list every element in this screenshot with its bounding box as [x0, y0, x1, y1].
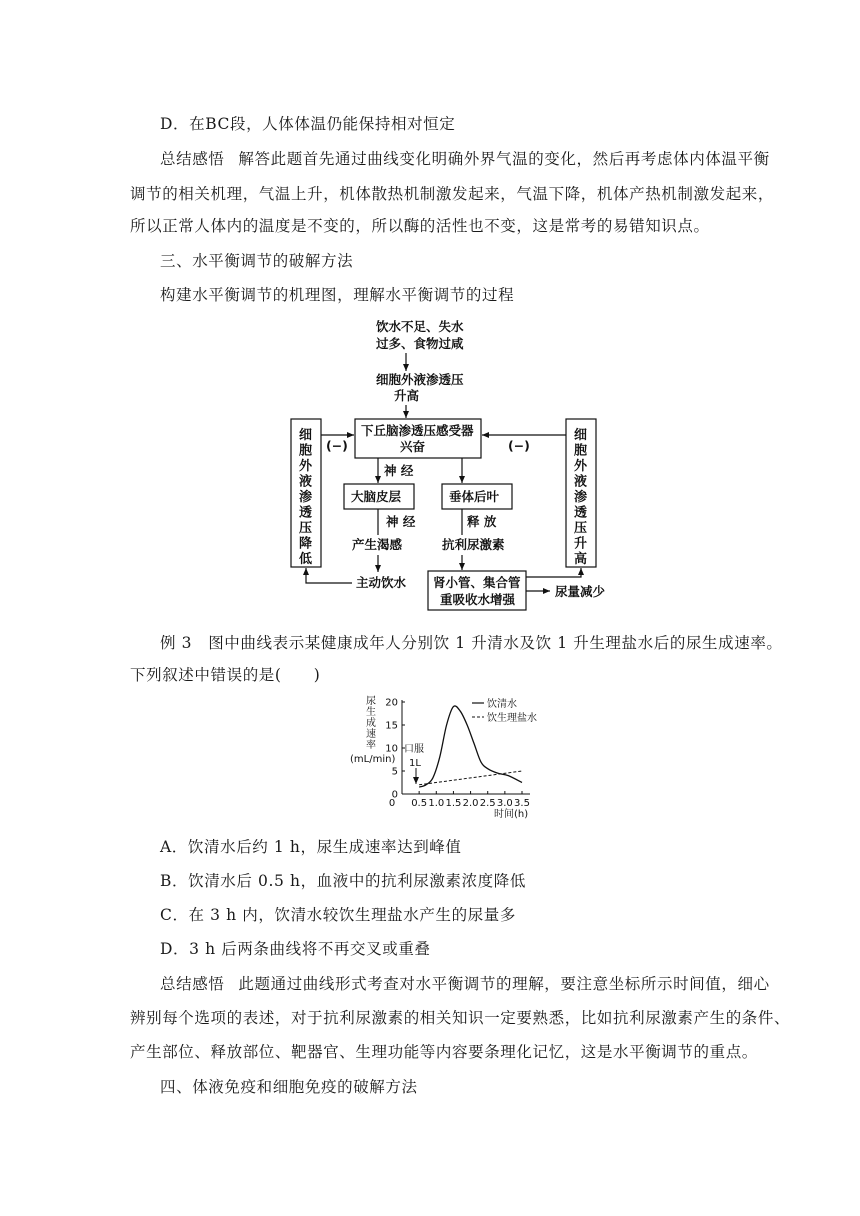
arrow-drink-to-left-box	[306, 568, 352, 583]
cortex-label: 大脑皮层	[351, 489, 402, 504]
arrow-kidney-to-right-box	[526, 568, 581, 577]
annotation-volume: 1L	[409, 758, 421, 769]
y-tick-label: 15	[385, 720, 398, 732]
y-tick-label: 10	[385, 743, 398, 755]
negative-left: (−)	[326, 438, 348, 453]
hypothalamus-line-1: 下丘脑渗透压感受器	[361, 423, 474, 438]
nerve-label-2: 神 经	[386, 514, 416, 529]
section-heading-4: 四、体液免疫和细胞免疫的破解方法	[160, 1078, 418, 1096]
release-label: 释 放	[467, 514, 497, 529]
legend-water: 饮清水	[487, 699, 517, 710]
summary-paragraph-1	[160, 147, 770, 169]
annotation-oral: 口服	[404, 744, 424, 755]
osm-rise-line-2: 升高	[394, 388, 420, 403]
y-axis-unit: (mL/min)	[350, 754, 396, 765]
x-tick-label: 1.0	[428, 798, 445, 809]
left-feedback-text	[299, 428, 313, 567]
left-box-char: 细	[299, 428, 313, 443]
summary-2-line-3: 产生部位、释放部位、靶器官、生理功能等内容要条理化记忆，这是水平衡调节的重点。	[130, 1043, 758, 1061]
right-box-char: 升	[574, 536, 588, 552]
y-label-char: 率	[366, 740, 376, 751]
nerve-label-1: 神 经	[384, 463, 414, 478]
summary-text: 解答此题首先通过曲线变化明确外界气温的变化，然后再考虑体内体温平衡	[238, 150, 770, 168]
x-axis-label: 时间(h)	[494, 809, 529, 820]
right-box-char: 压	[574, 521, 588, 536]
adh-label: 抗利尿激素	[442, 537, 505, 552]
y-tick-label: 20	[385, 697, 398, 709]
right-box-char: 渗	[574, 490, 588, 505]
legend-saline: 饮生理盐水	[487, 713, 537, 724]
summary-line-3: 所以正常人体内的温度是不变的，所以酶的活性也不变，这是常考的易错知识点。	[130, 217, 710, 235]
summary-2-line-2: 辨别每个选项的表述，对于抗利尿激素的相关知识一定要熟悉，比如抗利尿激素产生的条件、	[130, 1009, 791, 1027]
hypothalamus-line-2: 兴奋	[400, 439, 426, 454]
y-label-char: 速	[366, 729, 376, 740]
right-box-char: 外	[574, 459, 588, 474]
left-box-char: 低	[299, 552, 313, 567]
y-axis-label	[366, 695, 376, 751]
pituitary-label: 垂体后叶	[449, 489, 500, 504]
option-b: B．饮清水后 0.5 h，血液中的抗利尿激素浓度降低	[160, 872, 526, 890]
left-box-char: 降	[299, 536, 313, 552]
right-box-char: 液	[574, 474, 588, 490]
summary-heading-2: 总结感悟	[160, 975, 225, 993]
y-label-char: 生	[366, 707, 376, 718]
left-box-char: 压	[299, 521, 313, 536]
osm-rise-line-1: 细胞外液渗透压	[376, 372, 464, 387]
left-box-char: 透	[299, 505, 313, 521]
option-d: D．3 h 后两条曲线将不再交叉或重叠	[160, 940, 431, 958]
mechanism-diagram	[0, 315, 860, 615]
y-label-char: 成	[366, 718, 376, 729]
negative-right: (−)	[508, 438, 530, 453]
summary-line-2: 调节的相关机理，气温上升，机体散热机制激发起来，气温下降，机体产热机制激发起来，	[130, 185, 775, 203]
y-tick-label: 5	[391, 766, 398, 778]
thirst-label: 产生渴感	[352, 537, 403, 552]
summary-text-2: 此题通过曲线形式考查对水平衡调节的理解，要注意坐标所示时间值，细心	[238, 975, 770, 993]
cause-line-2: 过多、食物过咸	[376, 336, 464, 351]
option-a: A．饮清水后约 1 h，尿生成速率达到峰值	[160, 838, 462, 856]
x-tick-label: 0.5	[411, 798, 428, 809]
section-subheading: 构建水平衡调节的机理图，理解水平衡调节的过程	[160, 286, 515, 304]
left-box-char: 胞	[299, 443, 313, 459]
right-box-char: 胞	[574, 443, 588, 459]
x-tick-label: 1.5	[445, 798, 462, 809]
right-feedback-text	[574, 428, 588, 567]
drink-label: 主动饮水	[356, 575, 407, 590]
right-box-char: 高	[574, 552, 588, 567]
x-tick-label: 2.5	[479, 798, 496, 809]
x-tick-label: 0	[388, 798, 396, 809]
left-box-char: 外	[299, 459, 313, 474]
right-box-char: 细	[574, 428, 588, 443]
x-tick-label: 2.0	[462, 798, 479, 809]
example-3-line-1: 例 3 图中曲线表示某健康成年人分别饮 1 升清水及饮 1 升生理盐水后的尿生成速率。	[160, 634, 783, 652]
y-label-char: 尿	[366, 696, 376, 707]
summary-heading: 总结感悟	[160, 150, 225, 168]
x-tick-label: 3.0	[496, 798, 513, 809]
option-d-previous: D．在BC段，人体体温仍能保持相对恒定	[160, 115, 456, 133]
kidney-line-2: 重吸收水增强	[440, 592, 516, 607]
left-box-char: 液	[299, 474, 313, 490]
urine-label: 尿量减少	[555, 584, 606, 599]
section-heading-3: 三、水平衡调节的破解方法	[160, 252, 354, 270]
urine-rate-chart	[0, 690, 860, 820]
y-tick-label: 0	[391, 789, 398, 801]
summary-paragraph-2	[160, 972, 770, 994]
example-3-line-2: 下列叙述中错误的是( )	[130, 666, 321, 684]
kidney-line-1: 肾小管、集合管	[433, 575, 521, 590]
x-tick-label: 3.5	[514, 798, 530, 809]
left-box-char: 渗	[299, 490, 313, 505]
option-c: C．在 3 h 内，饮清水较饮生理盐水产生的尿量多	[160, 906, 516, 924]
cause-line-1: 饮水不足、失水	[376, 319, 464, 334]
right-box-char: 透	[574, 505, 588, 521]
